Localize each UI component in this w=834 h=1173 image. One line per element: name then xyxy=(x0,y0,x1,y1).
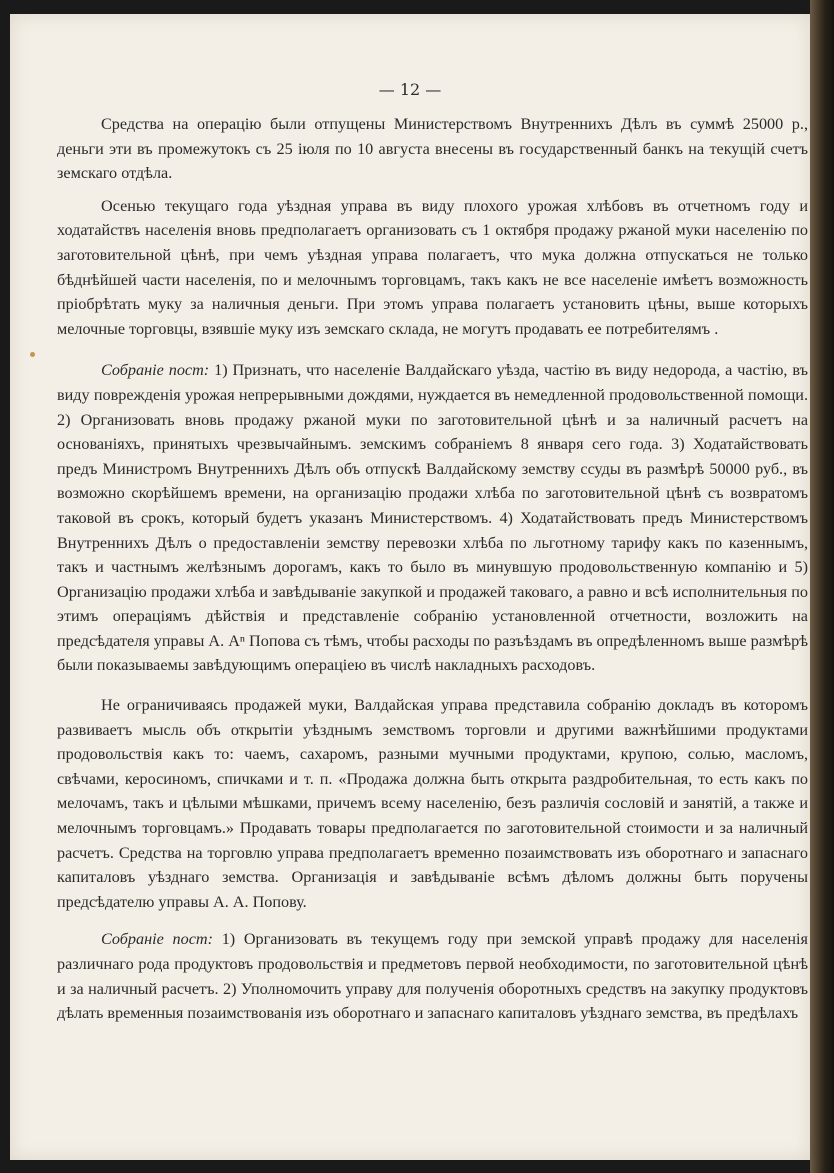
paragraph-text: Осенью текущаго года уѣздная управа въ виду плохого урожая хлѣбовъ въ отчетномъ году и ходатайствъ населенія вновь предполагаетъ организовать съ 1 октября продажу ржаной муки населенію по заготовительной цѣнѣ, при чемъ уѣздная управа полагаетъ, что мука должна отпускаться не только бѣднѣйшей части населенія, по и мелочнымъ торговцамъ, такъ какъ не все населеніе имѣетъ возможность пріобрѣтать муку за наличныя деньги. При этомъ управа полагаетъ установить цѣны, выше которыхъ мелочные торговцы, взявшіе муку изъ земскаго склада, не могутъ продавать ее потребителямъ . xyxy=(57,196,808,338)
body-text xyxy=(57,112,808,1026)
resolution-lead: Собраніе пост: xyxy=(101,361,210,380)
paper-speck xyxy=(30,352,35,357)
paragraph-resolution-2 xyxy=(57,927,808,1025)
paragraph-text: Средства на операцію были отпущены Министерствомъ Внутреннихъ Дѣлъ въ суммѣ 25000 р., деньги эти въ промежутокъ съ 25 іюля по 10 августа внесены въ государственный банкъ на текущій счетъ земскаго отдѣла. xyxy=(57,115,808,183)
paragraph-autumn-sale xyxy=(57,194,808,342)
paragraph-text: 1) Организовать въ текущемъ году при земской управѣ продажу для населенія различнаго рода продуктовъ продовольствія и предметовъ первой необходимости, по заготовительной цѣнѣ и за наличный расчетъ. 2) Уполномочить управу для полученія оборотныхъ средствъ на закупку продуктовъ дѣлать временныя позаимствованія изъ оборотнаго и запаснаго капиталовъ уѣзднаго земства, въ предѣлахъ xyxy=(57,930,808,1023)
book-spine xyxy=(810,0,834,1173)
paragraph-text: 1) Признать, что населеніе Валдайскаго уѣзда, частію въ виду недорода, а частію, въ виду поврежденія урожая непрерывными дождями, нуждается въ немедленной продовольственной помощи. 2) Организовать вновь продажу ржаной муки по заготовительной цѣнѣ и за наличный расчетъ на основаніяхъ, принятыхъ чрезвычайнымъ. земскимъ собраніемъ 8 января сего года. 3) Ходатайствовать предъ Министромъ Внутреннихъ Дѣлъ объ отпускѣ Валдайскому земству ссуды въ размѣрѣ 50000 руб., въ возможно скорѣйшемъ времени, на организацію продажи хлѣба по заготовительной цѣнѣ съ возвратомъ таковой въ срокъ, который будетъ указанъ Министерствомъ. 4) Ходатайствовать предъ Министерствомъ Внутреннихъ Дѣлъ о предоставленіи земству перевозки хлѣба по льготному тарифу какъ по казеннымъ, такъ и частнымъ желѣзнымъ дорогамъ, какъ то было въ минувшую продовольственную компанію и 5) Организацію продажи хлѣба и завѣдываніе закупкой и продажей таковаго, а равно и всѣ исполнительныя по этимъ операціямъ дѣйствія и представленіе собранію установленной отчетности, возложить на предсѣдателя управы А. Аⁿ Попова съ тѣмъ, чтобы расходы по разъѣздамъ въ опредѣленномъ выше размѣрѣ были показываемы завѣдующимъ операціею въ числѣ накладныхъ расходовъ. xyxy=(57,361,808,675)
paragraph-resolution-1 xyxy=(57,358,808,678)
document-page xyxy=(10,14,810,1160)
page-number: — 12 — xyxy=(378,80,442,99)
paragraph-trade-report xyxy=(57,693,808,914)
paragraph-funding xyxy=(57,112,808,186)
resolution-lead: Собраніе пост: xyxy=(101,930,213,949)
paragraph-text: Не ограничиваясь продажей муки, Валдайская управа представила собранію докладъ въ которомъ развиваетъ мысль объ открытіи уѣзднымъ земствомъ торговли и другими важнѣйшими продуктами продовольствія какъ то: чаемъ, сахаромъ, разными мучными продуктами, крупою, солью, масломъ, свѣчами, керосиномъ, спичками и т. п. «Продажа должна быть открыта раздробительная, то есть какъ по мелочамъ, такъ и цѣлыми мѣшками, причемъ всему населенію, безъ различія сословій и занятій, а также и мелочнымъ торговцамъ.» Продавать товары предполагается по заготовительной стоимости и за наличный расчетъ. Средства на торговлю управа предполагаетъ временно позаимствовать изъ оборотнаго и запаснаго капиталовъ уѣзднаго земства. Организація и завѣдываніе всѣмъ дѣломъ должны быть поручены предсѣдателю управы А. А. Попову. xyxy=(57,696,808,911)
